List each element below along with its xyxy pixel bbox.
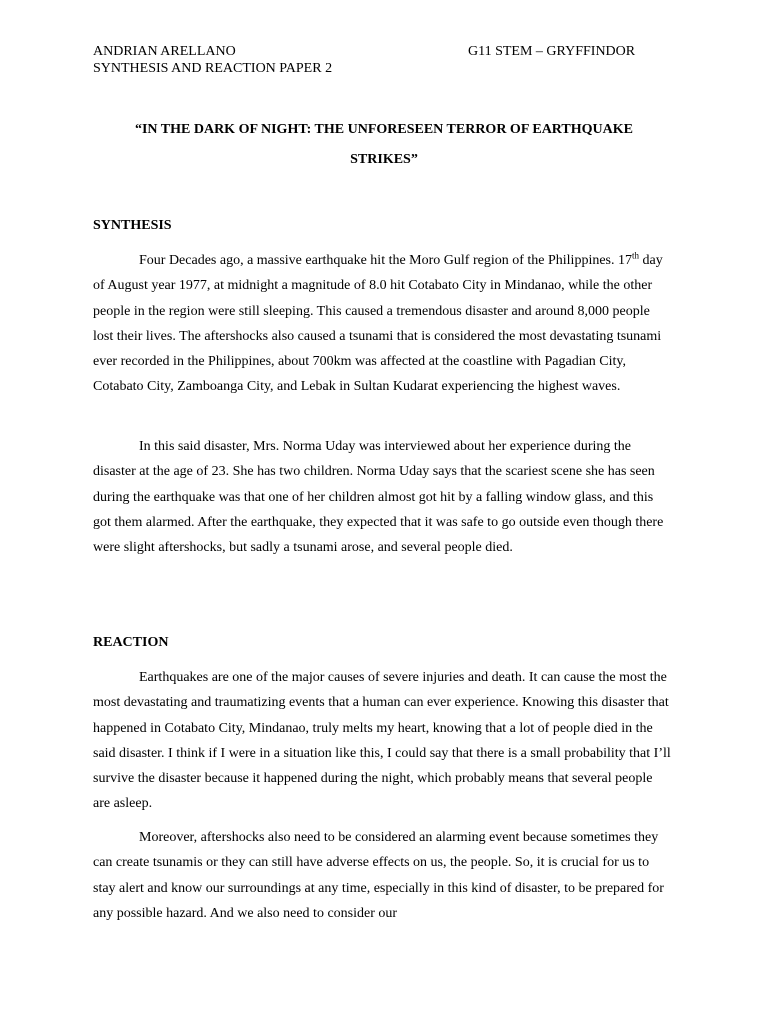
title-line-1: “IN THE DARK OF NIGHT: THE UNFORESEEN TERROR OF EARTHQUAKE xyxy=(134,122,633,137)
synthesis-paragraph-1 xyxy=(93,248,673,400)
synthesis-p1-rest: day of August year 1977, at midnight a magnitude of 8.0 hit Cotabato City in Mindanao, while the other people in the region were still sleeping. This caused a tremendous disaster and around 8,000 people lost their lives. The aftershocks also caused a tsunami that is considered the most devastating tsunami ever recorded in the Philippines, about 700km was affected at the coastline with Pagadian City, Cotabato City, Zamboanga City, and Lebak in Sultan Kudarat experiencing the highest waves. xyxy=(93,253,663,395)
reaction-paragraph-2: Moreover, aftershocks also need to be considered an alarming event because sometimes they can create tsunamis or they can still have adverse effects on us, the people. So, it is crucial for us to stay alert and know our surroundings at any time, especially in this kind of disaster, to be prepared for any possible hazard. And we also need to consider our xyxy=(93,830,664,921)
ordinal-suffix: th xyxy=(632,250,640,261)
synthesis-paragraph-2: In this said disaster, Mrs. Norma Uday was interviewed about her experience during the disaster at the age of 23. She has two children. Norma Uday says that the scariest scene she has seen during the earthquake was that one of her children almost got hit by a falling window glass, and this got them alarmed. After the earthquake, they expected that it was safe to go outside even though there were slight aftershocks, but sadly a tsunami arose, and several people died. xyxy=(93,439,664,556)
synthesis-heading: SYNTHESIS xyxy=(93,218,172,233)
paper-label: SYNTHESIS AND REACTION PAPER 2 xyxy=(93,61,333,76)
title-line-2: STRIKES” xyxy=(350,152,418,167)
reaction-paragraph-1: Earthquakes are one of the major causes of severe injuries and death. It can cause the most the most devastating and traumatizing events that a human can ever experience. Knowing this disaster that happened in Cotabato City, Mindanao, truly melts my heart, knowing that a lot of people died in the said disaster. I think if I were in a situation like this, I could say that there is a small probability that I’ll survive the disaster because it happened during the night, which probably means that several people are asleep. xyxy=(93,670,671,812)
class-section: G11 STEM – GRYFFINDOR xyxy=(468,44,636,59)
reaction-heading: REACTION xyxy=(93,635,169,650)
synthesis-p1-start: Four Decades ago, a massive earthquake hit the Moro Gulf region of the Philippines. 17 xyxy=(139,253,632,268)
document-title xyxy=(0,115,768,175)
author-name: ANDRIAN ARELLANO xyxy=(93,44,236,59)
